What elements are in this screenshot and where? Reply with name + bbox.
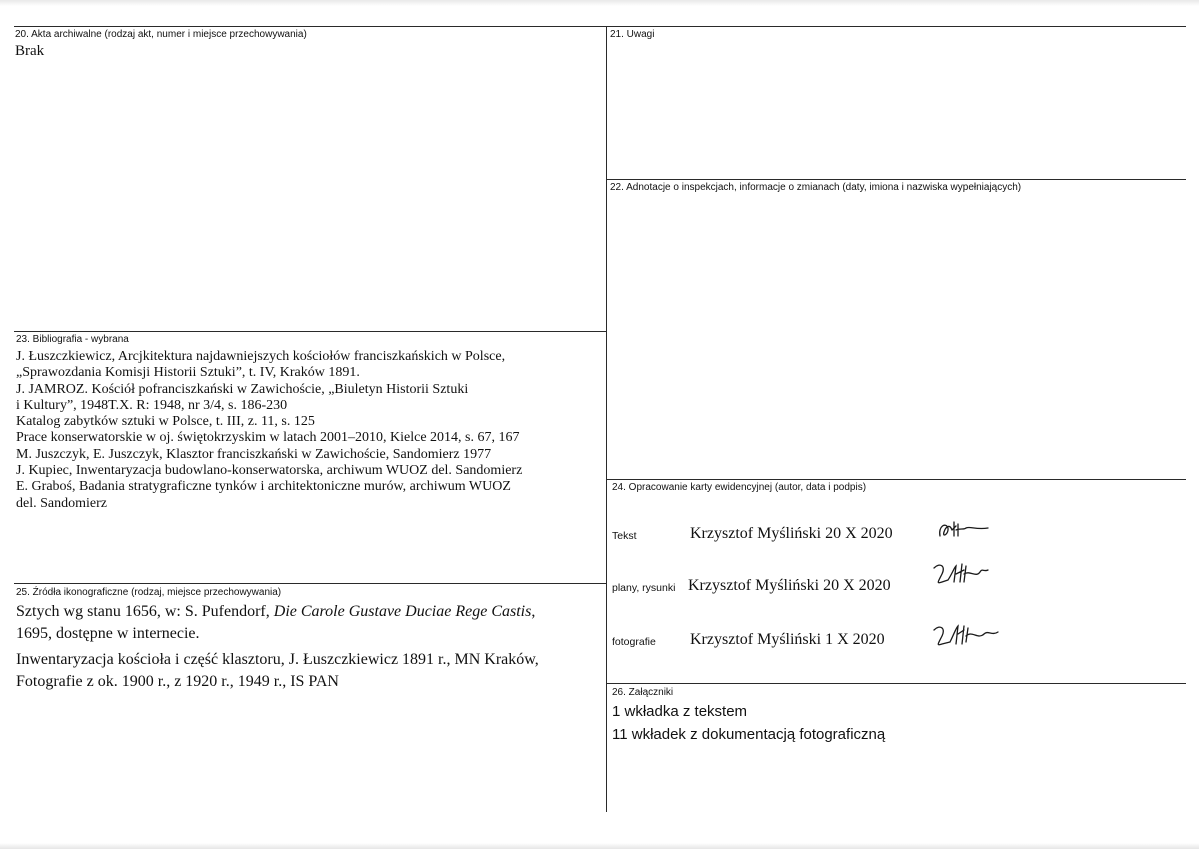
row-label-photos: fotografie [612, 636, 656, 648]
rule-26 [606, 683, 1186, 684]
attachment-item: 1 wkładka z tekstem [612, 703, 748, 720]
iconography-sources [16, 601, 539, 693]
section-20-value: Brak [15, 43, 45, 59]
bibliography-list [16, 349, 522, 512]
handwritten-signature-icon [930, 560, 992, 590]
bibliography-item: i Kultury”, 1948T.X. R: 1948, nr 3/4, s. 186-230 [16, 397, 288, 413]
iconography-line-suffix: , [531, 603, 536, 620]
section-22-header: 22. Adnotacje o inspekcjach, informacje o zmianach (daty, imiona i nazwiska wypełniających) [610, 182, 1022, 193]
bibliography-item: Katalog zabytków sztuki w Polsce, t. III, z. 11, s. 125 [16, 414, 315, 430]
iconography-book-title: Die Carole Gustave Duciae Rege Castis [273, 603, 532, 620]
section-24-header: 24. Opracowanie karty ewidencyjnej (autor, data i podpis) [612, 482, 867, 493]
rule-22 [606, 179, 1186, 180]
section-23-header: 23. Bibliografia - wybrana [16, 334, 129, 345]
top-rule [14, 26, 1186, 27]
bibliography-item: J. Łuszczkiewicz, Arcjkitektura najdawniejszych kościołów franciszkańskich w Polsce, [16, 349, 506, 364]
bibliography-item: del. Sandomierz [16, 495, 107, 511]
section-25-header: 25. Źródła ikonograficzne (rodzaj, miejsce przechowywania) [16, 587, 282, 598]
section-20-header: 20. Akta archiwalne (rodzaj akt, numer i miejsce przechowywania) [15, 29, 307, 40]
bibliography-item: M. Juszczyk, E. Juszczyk, Klasztor franciszkański w Zawichoście, Sandomierz 1977 [16, 446, 492, 462]
section-26-header: 26. Załączniki [612, 687, 674, 698]
bibliography-item: E. Graboś, Badania stratygraficzne tynków i architektoniczne murów, archiwum WUOZ [16, 479, 511, 495]
section-21-header: 21. Uwagi [610, 29, 655, 40]
iconography-line: Inwentaryzacja kościoła i część klasztoru, J. Łuszczkiewicz 1891 r., MN Kraków, [16, 651, 539, 668]
row-author-plans: Krzysztof Myśliński 20 X 2020 [688, 577, 891, 594]
bibliography-item: J. Kupiec, Inwentaryzacja budowlano-konserwatorska, archiwum WUOZ del. Sandomierz [16, 463, 523, 479]
scan-bottom-edge [0, 843, 1199, 849]
bibliography-item: „Sprawozdania Komisji Historii Sztuki”, t. IV, Kraków 1891. [16, 365, 360, 381]
bibliography-item: J. JAMROZ. Kościół pofranciszkański w Zawichoście, „Biuletyn Historii Sztuki [16, 381, 469, 397]
handwritten-signature-icon [930, 620, 1002, 650]
row-label-plans: plany, rysunki [612, 582, 676, 594]
iconography-line: Fotografie z ok. 1900 r., z 1920 r., 1949 r., IS PAN [16, 673, 339, 690]
rule-23 [14, 331, 607, 332]
scan-top-edge [0, 0, 1199, 6]
bibliography-item: Prace konserwatorskie w oj. świętokrzyskim w latach 2001–2010, Kielce 2014, s. 67, 167 [16, 430, 520, 446]
iconography-line [16, 601, 539, 623]
row-author-photos: Krzysztof Myśliński 1 X 2020 [690, 631, 885, 648]
row-label-text: Tekst [612, 530, 637, 542]
handwritten-signature-icon [936, 518, 992, 544]
iconography-line: 1695, dostępne w internecie. [16, 625, 200, 642]
column-divider [606, 26, 607, 812]
iconography-line-prefix: Sztych wg stanu 1656, w: S. Pufendorf, [16, 603, 274, 620]
rule-24 [606, 479, 1186, 480]
rule-25 [14, 583, 607, 584]
attachment-item: 11 wkładek z dokumentacją fotograficzną [612, 726, 886, 743]
row-author-text: Krzysztof Myśliński 20 X 2020 [690, 525, 893, 542]
